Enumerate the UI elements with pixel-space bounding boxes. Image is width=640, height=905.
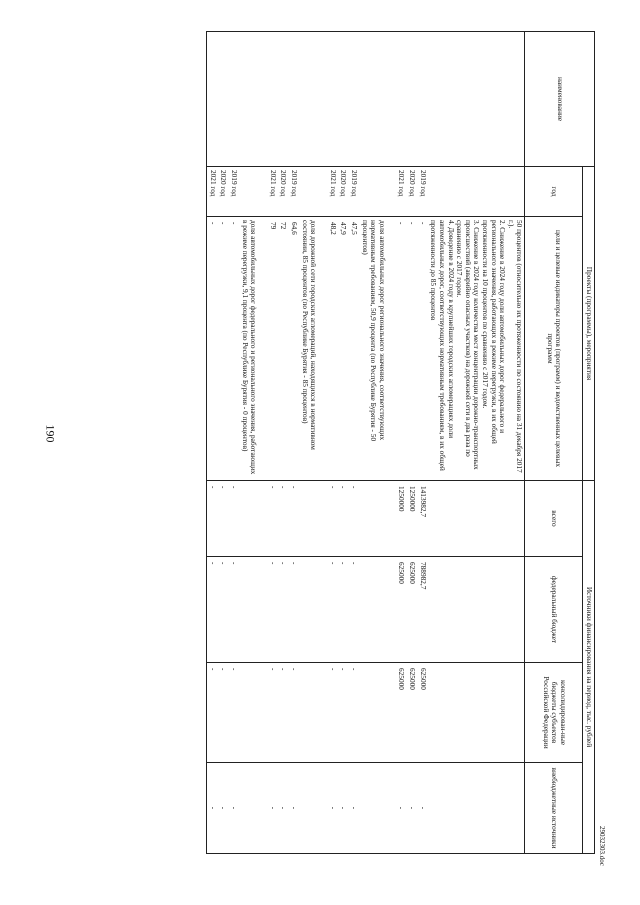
year-cell: 2019 год [348,167,359,217]
goal-value-cell: 72 [278,217,289,481]
table-row [417,32,428,854]
vsego-cell: - [348,481,359,557]
year-cell: 2019 год [228,167,239,217]
goal-value-cell: - [406,217,417,481]
header-sources-group: Источники финансирования на период, тыс. рублей [583,481,595,854]
cell-empty [239,167,267,217]
cell-empty [348,32,359,167]
year-cell: 2019 год [417,167,428,217]
vsego-cell: - [267,481,278,557]
cell-empty [239,663,267,763]
federal-cell: 625000 [396,557,407,663]
vsego-cell: - [228,481,239,557]
cell-empty [239,763,267,854]
header-extra: внебюджетные источники [525,763,583,854]
extra-cell: - [267,763,278,854]
document-id: 29032303.doc [598,826,606,866]
indicator-title-row [299,32,327,854]
year-cell: 2021 год [207,167,218,217]
extra-cell: - [327,763,338,854]
vsego-cell: - [207,481,218,557]
regional-cell: - [338,663,349,763]
federal-cell: 625000 [406,557,417,663]
year-cell: 2020 год [406,167,417,217]
vsego-cell: - [327,481,338,557]
table-row [327,32,338,854]
year-cell: 2020 год [278,167,289,217]
regional-cell: - [348,663,359,763]
cell-empty [359,763,396,854]
table-row [228,32,239,854]
regional-cell: 625000 [406,663,417,763]
cell-empty [417,32,428,167]
regional-cell: - [218,663,229,763]
vsego-cell: 1413982,7 [417,481,428,557]
year-cell: 2021 год [396,167,407,217]
cell-empty [299,481,327,557]
vsego-cell: - [288,481,299,557]
cell-empty [239,481,267,557]
extra-cell: - [406,763,417,854]
vsego-cell: - [338,481,349,557]
header-federal: федеральный бюджет [525,557,583,663]
goal-value-cell: 48,2 [327,217,338,481]
year-cell: 2021 год [327,167,338,217]
table-row [396,32,407,854]
page-number: 190 [43,424,58,443]
header-projects-group: Проекты (программы), мероприятия [583,167,595,481]
year-cell: 2020 год [338,167,349,217]
extra-cell: - [396,763,407,854]
header-naimenovanie: наименование [525,32,595,167]
cell-empty [288,32,299,167]
cell-empty [278,32,289,167]
table-row [348,32,359,854]
federal-cell: 788982,7 [417,557,428,663]
cell-empty [327,32,338,167]
vsego-cell: 1250000 [406,481,417,557]
extra-cell: - [228,763,239,854]
goal-value-cell: 47,9 [338,217,349,481]
table-row [406,32,417,854]
cell-empty [428,32,525,167]
goal-value-cell: - [218,217,229,481]
table-row [288,32,299,854]
regional-cell: - [288,663,299,763]
federal-cell: - [207,557,218,663]
indicator-title-row [239,32,267,854]
indicator-title-row [359,32,396,854]
federal-cell: - [218,557,229,663]
table-body [207,32,525,854]
financing-table-container [10,31,595,853]
goal-value-cell: 64,6 [288,217,299,481]
financing-table [206,31,595,854]
table-row [218,32,229,854]
cell-empty [338,32,349,167]
cell-empty [428,167,525,217]
table-row [207,32,218,854]
extra-cell: - [338,763,349,854]
federal-cell: - [288,557,299,663]
regional-cell: - [278,663,289,763]
header-vsego: всего [525,481,583,557]
cell-empty [359,167,396,217]
table-row [267,32,278,854]
vsego-cell: - [218,481,229,557]
goal-value-cell: - [228,217,239,481]
year-cell: 2019 год [288,167,299,217]
cell-empty [228,32,239,167]
extra-cell: - [348,763,359,854]
indicator-title: доля автомобильных дорог федерального и регионального значения, работающих в режиме перегрузки, 9,1 процента (по Республике Бурятия - 0 процентов) [239,217,267,481]
extra-cell: - [278,763,289,854]
goal-value-cell: 47,5 [348,217,359,481]
indicator-title: доля автомобильных дорог регионального значения, соответствующих нормативным требованиям, 50,9 процента (по Республике Бурятия - 50 процентов) [359,217,396,481]
regional-cell: - [327,663,338,763]
goal-value-cell: - [396,217,407,481]
regional-cell: 625000 [417,663,428,763]
goal-value-cell: - [207,217,218,481]
year-cell: 2021 год [267,167,278,217]
regional-cell: 625000 [396,663,407,763]
cell-empty [428,557,525,663]
cell-empty [299,167,327,217]
goal-value-cell: - [417,217,428,481]
header-god: год [525,167,583,217]
cell-empty [359,557,396,663]
table-row [338,32,349,854]
vsego-cell: - [278,481,289,557]
cell-empty [428,481,525,557]
federal-cell: - [348,557,359,663]
cell-empty [267,32,278,167]
cell-empty [428,763,525,854]
cell-empty [239,557,267,663]
federal-cell: - [228,557,239,663]
cell-empty [406,32,417,167]
goals-intro: 50 процентов (относительно их протяженности по состоянию на 31 декабря 2017 г.). 2. Снижение в 2024 году доли автомобильных дорог федерального и регионального значения, работающих в режиме перегрузки, в их общей протяженности на 10 процентов по сравнению с 2017 годом. 3. Снижение в 2024 году количества мест концентрации дорожно-транспортных происшествий (аварийно опасных участков) на дорожной сети в два раза по сравнению с 2017 годом. 4. Доведение в 2024 году в крупнейших городских агломерациях доли автомобильных дорог, соответствующих нормативным требованиям, в их общей протяженности до 85 процентов [428,217,525,481]
regional-cell: - [207,663,218,763]
goals-intro-row [428,32,525,854]
regional-cell: - [267,663,278,763]
federal-cell: - [338,557,349,663]
federal-cell: - [267,557,278,663]
extra-cell: - [417,763,428,854]
cell-empty [396,32,407,167]
cell-empty [359,663,396,763]
federal-cell: - [278,557,289,663]
cell-empty [218,32,229,167]
regional-cell: - [228,663,239,763]
federal-cell: - [327,557,338,663]
table-row [278,32,289,854]
cell-empty [299,557,327,663]
cell-empty [207,32,218,167]
cell-empty [428,663,525,763]
cell-empty [299,663,327,763]
cell-empty [239,32,267,167]
cell-empty [299,32,327,167]
extra-cell: - [207,763,218,854]
cell-empty [359,481,396,557]
cell-empty [359,32,396,167]
extra-cell: - [288,763,299,854]
goal-value-cell: 79 [267,217,278,481]
year-cell: 2020 год [218,167,229,217]
header-goals: цели и целевые индикаторы проектов (программ) и ведомственных целевых программ [525,217,583,481]
vsego-cell: 1250000 [396,481,407,557]
header-regional: консолидирован-ные бюджеты субъектов Российской Федерации [525,663,583,763]
indicator-title: доля дорожной сети городских агломераций, находящихся в нормативном состоянии, 85 процентов (по Республике Бурятия - 85 процентов) [299,217,327,481]
extra-cell: - [218,763,229,854]
cell-empty [299,763,327,854]
